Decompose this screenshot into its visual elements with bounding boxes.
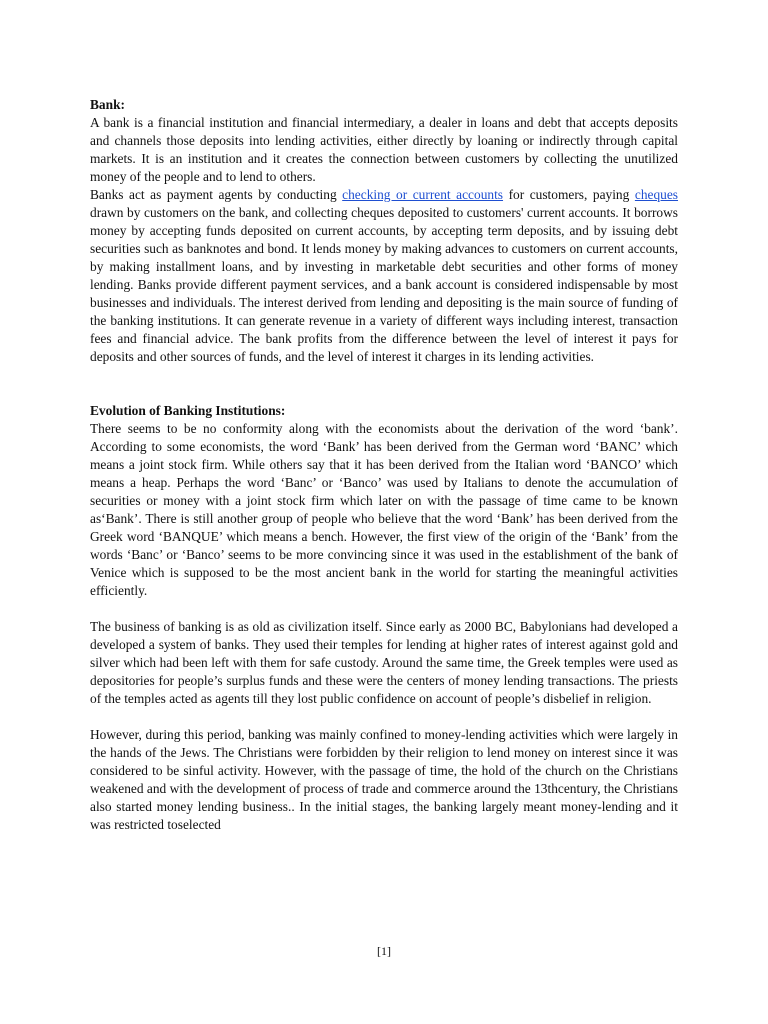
evolution-paragraph-1: There seems to be no conformity along with the economists about the derivation of the word ‘bank’. According to some economists, the word ‘Bank’ has been derived from the German word ‘BANC’ which means a joint stock firm. While others say that it has been derived from the Italian word ‘BANCO’ which means a heap. Perhaps the word ‘Banc’ or ‘Banco’ was used by Italians to denote the accumulation of securities or money with a joint stock firm which later on with the passage of time came to be known as‘Bank’. There is still another group of people who believe that the word ‘Bank’ has been derived from the Greek word ‘BANQUE’ which means a bench. However, the first view of the origin of the ‘Bank’ from the words ‘Banc’ or ‘Banco’ seems to be more convincing since it was used in the establishment of the bank of Venice which is supposed to be the most ancient bank in the world for starting the meaningful activities efficiently. xyxy=(90,421,678,598)
evolution-paragraph-3: However, during this period, banking was mainly confined to money-lending activities which were largely in the hands of the Jews. The Christians were forbidden by their religion to lend money on interest since it was considered to be sinful activity. However, with the passage of time, the hold of the church on the Christians weakened and with the development of process of trade and commerce around the 13thcentury, the Christians also started money lending business.. In the initial stages, the banking largely meant money-lending and it was restricted toselected xyxy=(90,727,678,832)
document-body xyxy=(90,96,678,834)
cheques-link[interactable]: cheques xyxy=(634,187,679,202)
bank-paragraph-2-text-c: drawn by customers on the bank, and collecting cheques deposited to customers' current accounts. It borrows money by accepting funds deposited on current accounts, by accepting term deposits, and by issuing debt securities such as banknotes and bond. It lends money by making advances to customers on current accounts, by making installment loans, and by investing in marketable debt securities and other forms of money lending. Banks provide different payment services, and a bank account is considered indispensable by most businesses and individuals. The interest derived from lending and depositing is the main source of funding of the banking institutions. It can generate revenue in a variety of different ways including interest, transaction fees and financial advice. The bank profits from the difference between the level of interest it pays for deposits and other sources of funds, and the level of interest it charges in its lending activities. xyxy=(90,205,678,364)
checking-accounts-link[interactable]: checking or current accounts xyxy=(342,187,504,202)
evolution-paragraph-2: The business of banking is as old as civilization itself. Since early as 2000 BC, Babylonians had developed a developed a system of banks. They used their temples for lending at higher rates of interest against gold and silver which had been left with them for safe custody. Around the same time, the Greek temples were used as depositories for people’s surplus funds and these were the centers of money lending transactions. The priests of the temples acted as agents till they lost public confidence on account of people’s disbelief in religion. xyxy=(90,619,678,706)
page-number: [1] xyxy=(377,944,391,958)
evolution-heading: Evolution of Banking Institutions: xyxy=(90,403,286,418)
bank-heading: Bank: xyxy=(90,97,125,112)
bank-paragraph-2-text-a: Banks act as payment agents by conducting xyxy=(90,187,343,202)
section-spacer xyxy=(90,366,678,402)
paragraph-spacer xyxy=(90,600,678,618)
bank-paragraph-2 xyxy=(90,186,678,366)
bank-paragraph-1: A bank is a financial institution and financial intermediary, a dealer in loans and debt that accepts deposits and channels those deposits into lending activities, either directly by loaning or indirectly through capital markets. It is an institution and it creates the connection between customers by collecting the unutilized money of the people and to lend to others. xyxy=(90,115,678,184)
paragraph-spacer xyxy=(90,708,678,726)
bank-paragraph-2-text-b: for customers, paying xyxy=(503,187,635,202)
